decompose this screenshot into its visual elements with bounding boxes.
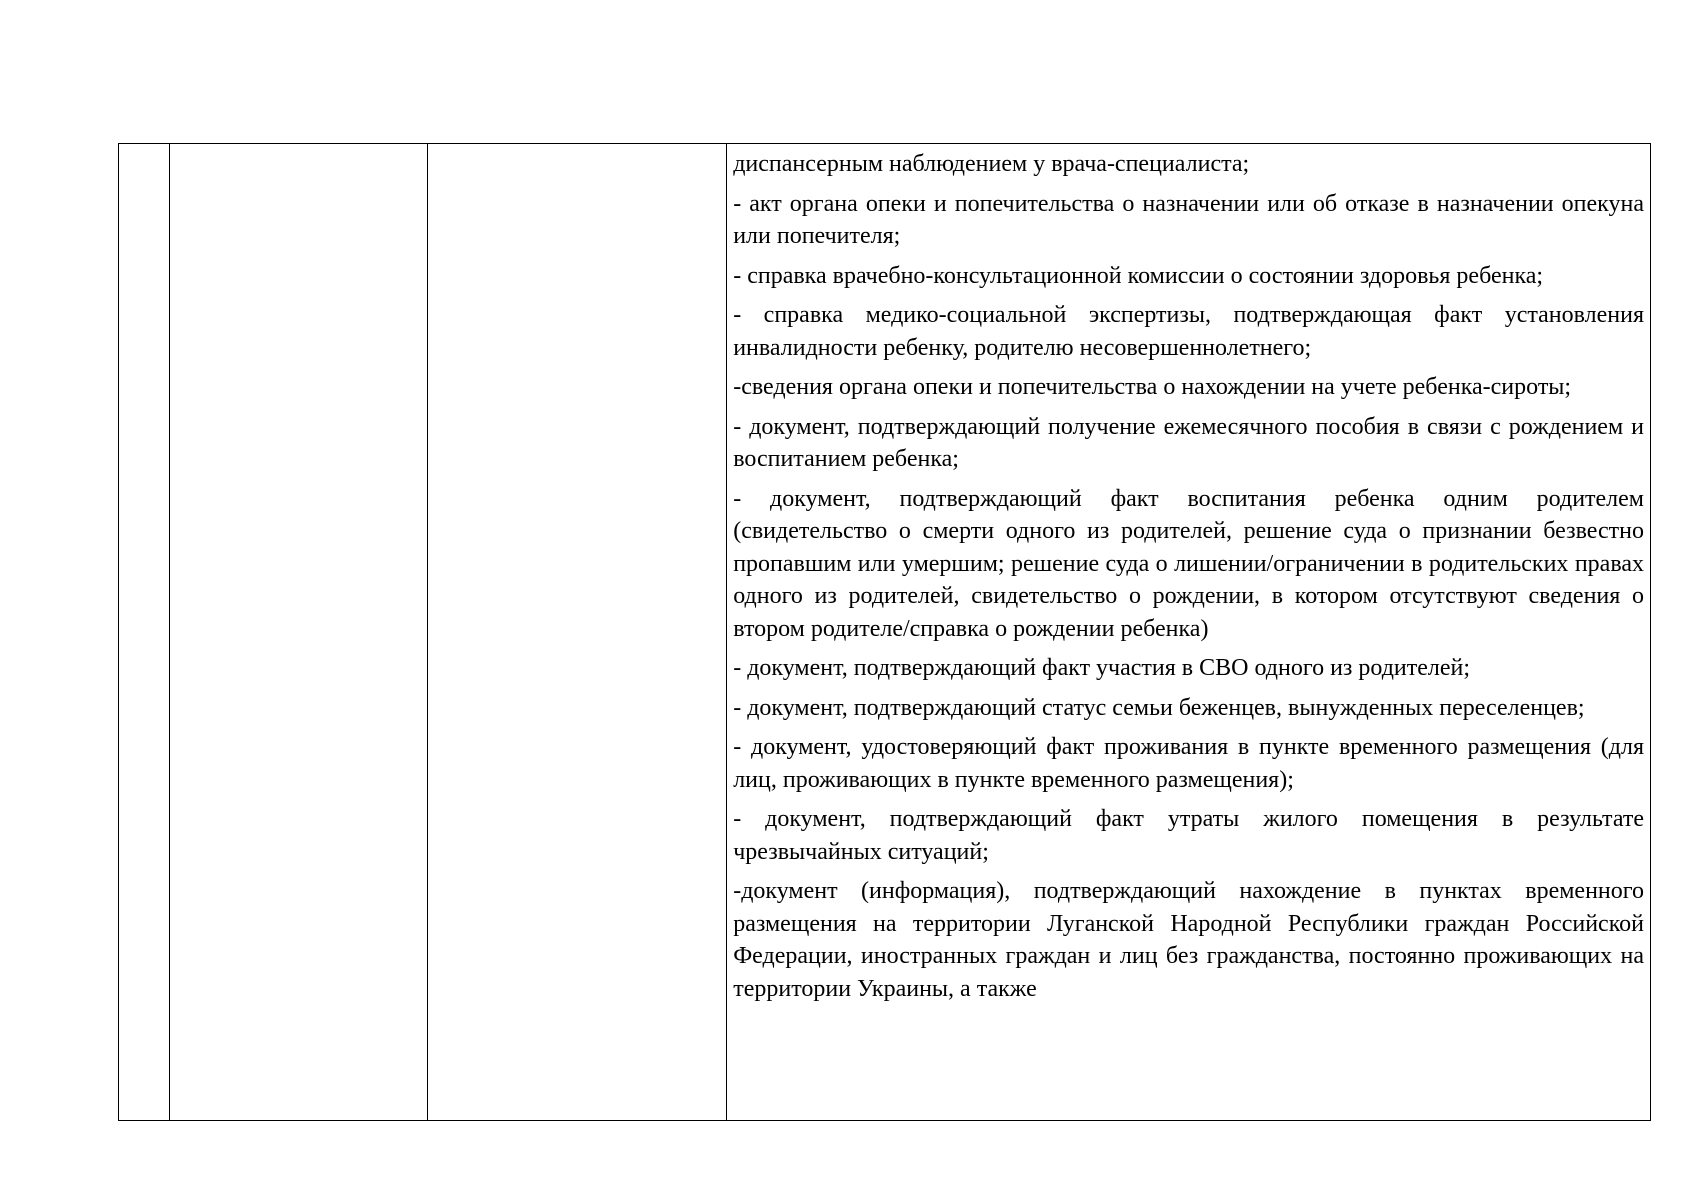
document-paragraph: диспансерным наблюдением у врача-специалиста; bbox=[733, 151, 1250, 177]
document-paragraph: - акт органа опеки и попечительства о назначении или об отказе в назначении опекуна или попечителя; bbox=[733, 190, 1644, 249]
document-paragraph: -сведения органа опеки и попечительства о нахождении на учете ребенка-сироты; bbox=[733, 374, 1572, 400]
document-table bbox=[118, 143, 1651, 1121]
table-cell-column-2 bbox=[170, 144, 428, 1120]
document-paragraph: - документ, подтверждающий факт утраты жилого помещения в результате чрезвычайных ситуаций; bbox=[733, 806, 1644, 865]
table-cell-documents bbox=[727, 144, 1650, 1120]
document-paragraph: - документ, подтверждающий статус семьи беженцев, вынужденных переселенцев; bbox=[733, 694, 1585, 721]
document-paragraph: - справка врачебно-консультационной комиссии о состоянии здоровья ребенка; bbox=[733, 262, 1544, 289]
document-paragraph: - документ, подтверждающий факт воспитания ребенка одним родителем (свидетельство о смерти одного из родителей, решение суда о признании безвестно пропавшим или умершим; решение суда о лишении/ограничении в родительских правах одного из родителей, свидетельство о рождении, в котором отсутствуют сведения о втором родителе/справка о рождении ребенка) bbox=[733, 485, 1644, 642]
table-cell-number bbox=[119, 144, 170, 1120]
document-paragraph: - документ, подтверждающий факт участия в СВО одного из родителей; bbox=[733, 655, 1471, 681]
document-paragraph: -документ (информация), подтверждающий нахождение в пунктах временного размещения на территории Луганской Народной Республики граждан Российской Федерации, иностранных граждан и лиц без гражданства, постоянно проживающих на территории Украины, а также bbox=[733, 878, 1644, 1002]
document-paragraph: - справка медико-социальной экспертизы, подтверждающая факт установления инвалидности ребенку, родителю несовершеннолетнего; bbox=[733, 302, 1644, 361]
table-cell-column-3 bbox=[428, 144, 728, 1120]
document-paragraph: - документ, удостоверяющий факт проживания в пункте временного размещения (для лиц, проживающих в пункте временного размещения); bbox=[733, 734, 1644, 793]
document-paragraph: - документ, подтверждающий получение ежемесячного пособия в связи с рождением и воспитанием ребенка; bbox=[733, 413, 1644, 472]
